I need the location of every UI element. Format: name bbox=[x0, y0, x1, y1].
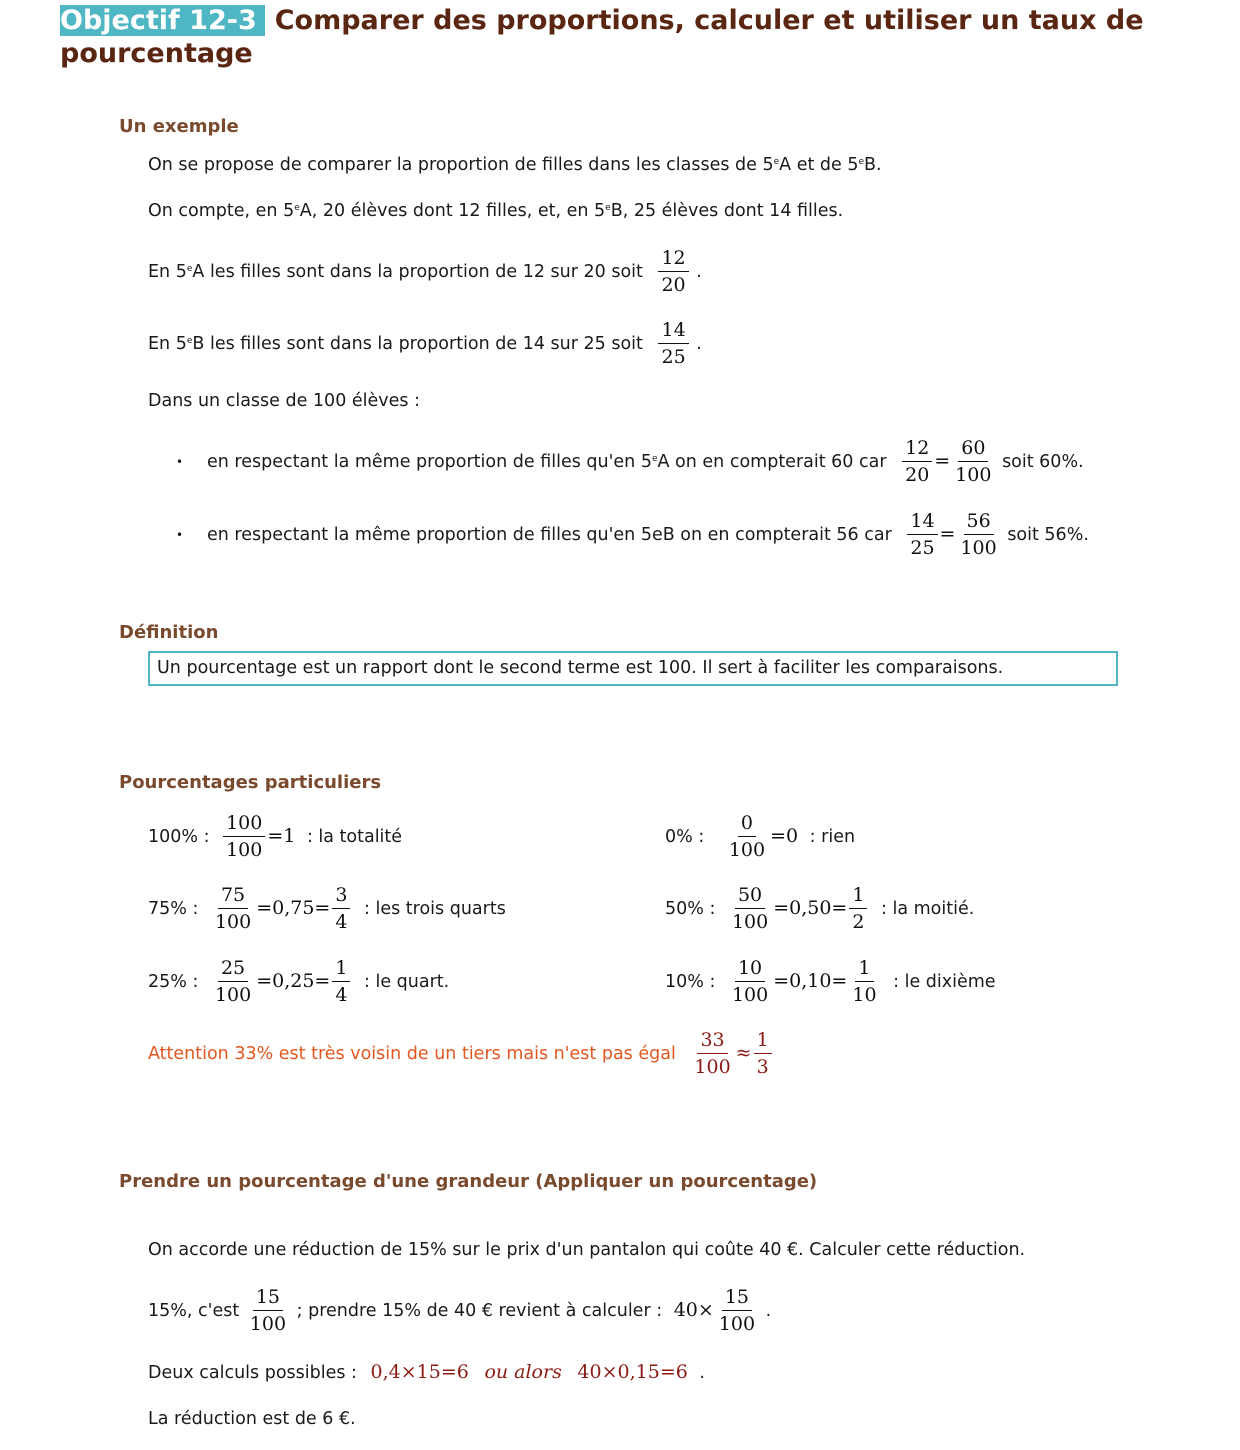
percent-25-row: 25% : $\frac{25}{100}$ =0,25= $\frac{1}{4}$ : le quart. bbox=[148, 957, 450, 1006]
special-heading: Pourcentages particuliers bbox=[119, 772, 382, 793]
equation-14-25: $\frac{14}{25}$ = $\frac{56}{100}$ bbox=[905, 523, 1001, 545]
bullet-1-marker: • bbox=[176, 455, 184, 469]
example-line-1: On se propose de comparer la proportion de filles dans les classes de 5eA et de 5eB. bbox=[148, 155, 882, 175]
attention-note: Attention 33% est très voisin de un tiers mais n'est pas égal $\frac{33}{100}$ ≈ $\frac{1}{3}$ bbox=[148, 1031, 774, 1077]
percent-0-row: 0% : $\frac{0}{100}$ =0 : rien bbox=[665, 812, 856, 861]
page-title bbox=[60, 4, 1190, 70]
fraction-12-20: $\frac{12}{20}$ bbox=[658, 249, 688, 295]
example-heading: Un exemple bbox=[119, 116, 239, 137]
apply-line-2: 15%, c'est $\frac{15}{100}$ ; prendre 15% de 40 € revient à calculer : 40× $\frac{15}{100}$ . bbox=[148, 1286, 772, 1335]
equation-12-20: $\frac{12}{20}$ = $\frac{60}{100}$ bbox=[900, 450, 996, 472]
definition-heading: Définition bbox=[119, 622, 219, 643]
example-line-4: En 5eB les filles sont dans la proportion de 14 sur 25 soit $\frac{14}{25}$ . bbox=[148, 319, 702, 368]
example-line-5: Dans un classe de 100 élèves : bbox=[148, 391, 420, 411]
example-line-2: On compte, en 5eA, 20 élèves dont 12 filles, et, en 5eB, 25 élèves dont 14 filles. bbox=[148, 201, 844, 221]
bullet-2: en respectant la même proportion de filles qu'en 5eB on en compterait 56 car $\frac{14}{25}$ = $\frac{56}{100}$ soit 56%. bbox=[207, 510, 1089, 559]
percent-50-row: 50% : $\frac{50}{100}$ =0,50= $\frac{1}{2}$ : la moitié. bbox=[665, 884, 975, 933]
bullet-1: en respectant la même proportion de filles qu'en 5eA on en compterait 60 car $\frac{12}{20}$ = $\frac{60}{100}$ soit 60%. bbox=[207, 437, 1084, 486]
percent-75-row: 75% : $\frac{75}{100}$ =0,75= $\frac{3}{4}$ : les trois quarts bbox=[148, 884, 506, 933]
percent-10-row: 10% : $\frac{10}{100}$ =0,10= $\frac{1}{10}$ : le dixième bbox=[665, 957, 996, 1006]
definition-box: Un pourcentage est un rapport dont le second terme est 100. Il sert à faciliter les comparaisons. bbox=[148, 651, 1118, 686]
percent-100-row: 100% : $\frac{100}{100}$ =1 : la totalité bbox=[148, 812, 403, 861]
fraction-14-25: $\frac{14}{25}$ bbox=[658, 321, 688, 367]
apply-line-1: On accorde une réduction de 15% sur le prix d'un pantalon qui coûte 40 €. Calculer cette réduction. bbox=[148, 1240, 1026, 1260]
objective-tag: Objectif 12-3 bbox=[60, 5, 265, 36]
apply-heading: Prendre un pourcentage d'une grandeur (Appliquer un pourcentage) bbox=[119, 1171, 818, 1192]
apply-line-4: La réduction est de 6 €. bbox=[148, 1409, 356, 1429]
apply-line-3: Deux calculs possibles : 0,4×15=6 ou alors 40×0,15=6 . bbox=[148, 1361, 705, 1383]
bullet-2-marker: • bbox=[176, 528, 184, 542]
title-text: Comparer des proportions, calculer et utiliser un taux de pourcentage bbox=[60, 5, 1144, 69]
example-line-3: En 5eA les filles sont dans la proportion de 12 sur 20 soit $\frac{12}{20}$ . bbox=[148, 247, 702, 296]
